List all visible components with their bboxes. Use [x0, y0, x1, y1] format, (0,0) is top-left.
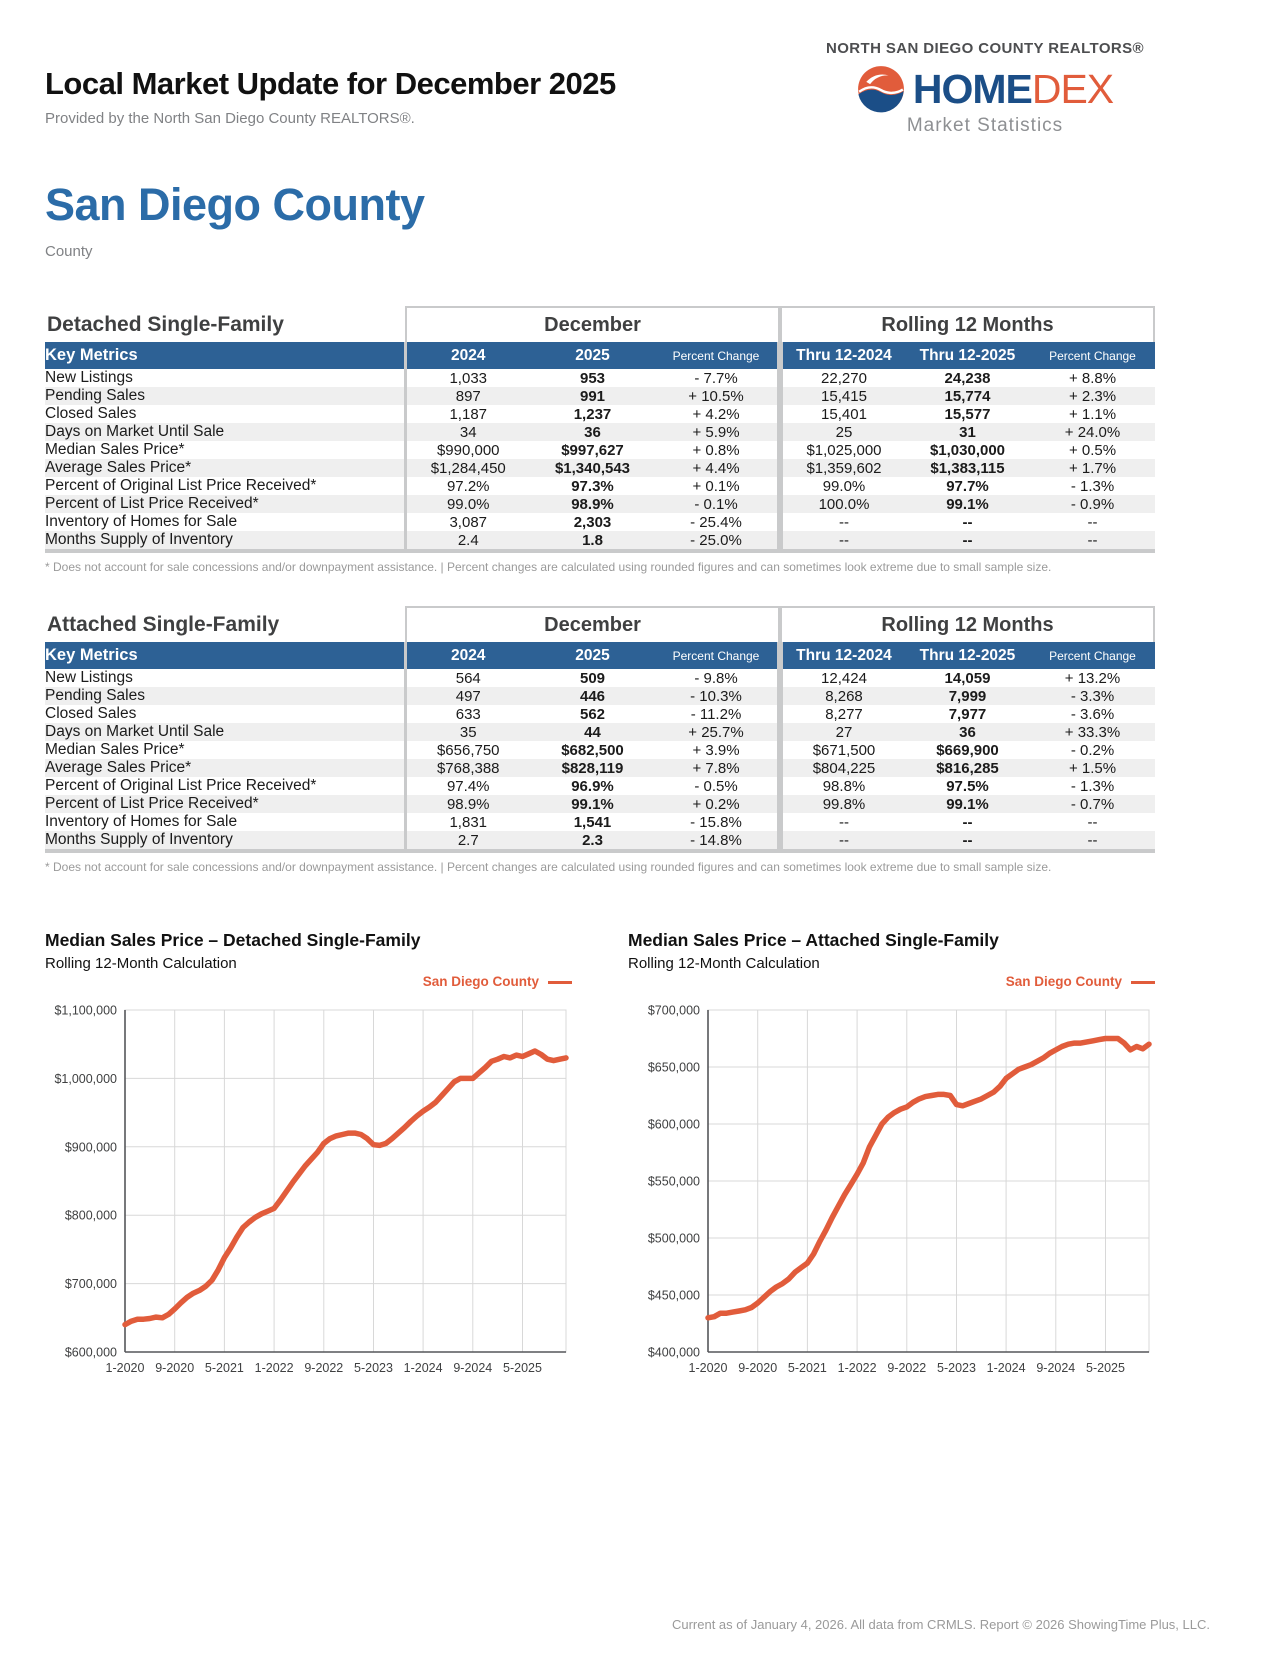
metric-value: $768,388 — [405, 759, 530, 777]
table-row — [45, 831, 1155, 851]
y-axis-tick-label: $600,000 — [647, 1117, 700, 1132]
metric-value: - 25.0% — [655, 531, 780, 551]
metric-value: $804,225 — [780, 759, 905, 777]
column-header: Thru 12-2024 — [780, 342, 905, 369]
metric-label: Median Sales Price* — [45, 441, 185, 458]
metric-value: 2,303 — [573, 513, 612, 531]
metric-value: 99.1% — [905, 495, 1030, 513]
metric-value: 35 — [405, 723, 530, 741]
metric-value: -- — [905, 831, 1030, 851]
column-header: Key Metrics — [45, 642, 405, 669]
metric-value: - 0.5% — [694, 777, 738, 795]
metric-value: $1,284,450 — [405, 459, 530, 477]
metric-value: 100.0% — [780, 495, 905, 513]
metric-value: + 7.8% — [655, 759, 780, 777]
report-footer: Current as of January 4, 2026. All data from CRMLS. Report © 2026 ShowingTime Plus, LLC. — [671, 1617, 1210, 1632]
metric-value: 15,577 — [944, 405, 991, 423]
metric-value: 31 — [905, 423, 1030, 441]
metric-value: 3,087 — [405, 513, 530, 531]
metric-value: 897 — [405, 387, 530, 405]
metric-value: 12,424 — [780, 669, 905, 687]
y-axis-tick-label: $800,000 — [64, 1208, 117, 1223]
metric-value: -- — [780, 513, 905, 531]
table-row — [45, 459, 1155, 477]
metric-value: 98.8% — [780, 777, 905, 795]
metric-label: Inventory of Homes for Sale — [45, 513, 238, 530]
table-row — [45, 705, 1155, 723]
metric-value: 27 — [780, 723, 905, 741]
x-axis-tick-label: 5-2025 — [1086, 1361, 1125, 1375]
metric-label: Inventory of Homes for Sale — [45, 813, 238, 830]
table-title: Attached Single-Family — [47, 613, 280, 636]
chart-title: Median Sales Price – Attached Single-Family — [628, 930, 999, 950]
metric-value: 97.2% — [405, 477, 530, 495]
metric-value: 24,238 — [944, 369, 991, 387]
metric-value: + 0.8% — [692, 441, 740, 459]
metric-label: Percent of Original List Price Received* — [45, 477, 317, 494]
metric-label: Median Sales Price* — [45, 741, 185, 758]
table-row — [45, 723, 1155, 741]
metric-label: Days on Market Until Sale — [45, 423, 405, 441]
metric-value: $1,030,000 — [929, 441, 1006, 459]
metric-value: 99.0% — [405, 495, 530, 513]
table-footnote: * Does not account for sale concessions and/or downpayment assistance. | Percent changes are calculated using rounded figures and can sometimes look extreme due to small sample size. — [45, 860, 1052, 874]
metric-value: + 8.8% — [1068, 369, 1117, 387]
metric-value: 96.9% — [571, 777, 614, 795]
price-line-series — [708, 1039, 1149, 1318]
table-section-detached — [45, 306, 1155, 574]
metric-label: Percent of Original List Price Received* — [45, 777, 317, 794]
metric-value: 1,541 — [573, 813, 612, 831]
rolling-header: Rolling 12 Months — [780, 606, 1155, 642]
table-section-header — [45, 606, 1155, 642]
table-row — [45, 741, 1155, 759]
metric-value: 22,270 — [780, 369, 905, 387]
metric-value: 446 — [530, 687, 655, 705]
metric-value: + 1.1% — [1068, 405, 1117, 423]
column-header: 2024 — [405, 342, 530, 369]
period-header: December — [405, 606, 780, 642]
table-header-row — [45, 642, 1155, 669]
metric-value: - 0.7% — [1030, 795, 1155, 813]
metric-value: - 3.3% — [1030, 687, 1155, 705]
metric-value: + 0.5% — [1068, 441, 1117, 459]
metric-value: 509 — [579, 669, 606, 687]
metric-value: 97.7% — [946, 477, 989, 495]
column-header: 2025 — [530, 342, 655, 369]
metric-value: -- — [1087, 513, 1098, 531]
metric-value: 953 — [579, 369, 606, 387]
x-axis-tick-label: 5-2021 — [204, 1361, 244, 1375]
metric-value: - 11.2% — [690, 705, 742, 723]
metric-value: 34 — [405, 423, 530, 441]
metric-value: + 0.2% — [655, 795, 780, 813]
metric-value: $656,750 — [405, 741, 530, 759]
brand-tagline: Market Statistics — [906, 115, 1064, 136]
table-row — [45, 513, 1155, 531]
table-row — [45, 777, 1155, 795]
metric-value: + 4.2% — [692, 405, 740, 423]
chart-detached — [45, 930, 572, 1403]
y-axis-tick-label: $1,000,000 — [54, 1071, 117, 1086]
metric-value: -- — [780, 813, 905, 831]
table-header-row — [45, 342, 1155, 369]
metric-value: -- — [780, 831, 905, 851]
x-axis-tick-label: 5-2023 — [937, 1361, 976, 1375]
metric-label: Days on Market Until Sale — [45, 723, 405, 741]
metric-value: $671,500 — [780, 741, 905, 759]
metric-value: 564 — [405, 669, 530, 687]
x-axis-tick-label: 9-2024 — [453, 1361, 493, 1375]
metric-value: + 2.3% — [1030, 387, 1155, 405]
y-axis-tick-label: $700,000 — [647, 1003, 700, 1018]
metric-value: 44 — [530, 723, 655, 741]
chart-attached — [628, 930, 1155, 1403]
metric-value: - 9.8% — [694, 669, 738, 687]
legend-line-swatch — [1131, 981, 1155, 984]
y-axis-tick-label: $400,000 — [647, 1345, 700, 1360]
metric-value: 99.1% — [530, 795, 655, 813]
y-axis-tick-label: $900,000 — [64, 1140, 117, 1155]
metric-label: Pending Sales — [45, 687, 405, 705]
metric-value: -- — [1030, 831, 1155, 851]
table-title: Detached Single-Family — [47, 313, 284, 336]
metric-value: + 33.3% — [1030, 723, 1155, 741]
plot-border — [125, 1010, 566, 1352]
metric-value: + 13.2% — [1064, 669, 1121, 687]
metric-label: Percent of List Price Received* — [45, 795, 405, 813]
metric-value: 7,999 — [905, 687, 1030, 705]
metric-value: + 1.7% — [1030, 459, 1155, 477]
metric-value: $682,500 — [561, 741, 624, 759]
metric-value: + 5.9% — [655, 423, 780, 441]
metric-value: - 25.4% — [690, 513, 742, 531]
table-row — [45, 387, 1155, 405]
metric-value: - 0.9% — [1030, 495, 1155, 513]
x-axis-tick-label: 9-2024 — [1036, 1361, 1076, 1375]
metric-value: $816,285 — [905, 759, 1030, 777]
chart-legend — [628, 974, 1155, 994]
y-axis-tick-label: $500,000 — [647, 1231, 700, 1246]
column-header: Percent Change — [1030, 642, 1155, 669]
column-header: Thru 12-2025 — [905, 642, 1030, 669]
metric-value: 97.5% — [946, 777, 989, 795]
x-axis-tick-label: 5-2023 — [354, 1361, 393, 1375]
period-header: December — [405, 306, 780, 342]
metric-value: 99.8% — [780, 795, 905, 813]
column-header: Key Metrics — [45, 342, 405, 369]
report-title: Local Market Update for December 2025 — [45, 66, 616, 101]
y-axis-tick-label: $650,000 — [647, 1060, 700, 1075]
metric-value: $1,383,115 — [905, 459, 1030, 477]
table-row — [45, 687, 1155, 705]
table-row — [45, 669, 1155, 687]
metric-value: -- — [962, 513, 973, 531]
metric-value: - 1.3% — [1070, 477, 1115, 495]
chart-subtitle: Rolling 12-Month Calculation — [628, 955, 820, 972]
line-chart — [45, 998, 572, 1398]
metric-value: -- — [780, 531, 905, 551]
metric-value: + 25.7% — [655, 723, 780, 741]
metric-value: 97.4% — [405, 777, 530, 795]
table-footnote: * Does not account for sale concessions and/or downpayment assistance. | Percent changes are calculated using rounded figures and can sometimes look extreme due to small sample size. — [45, 560, 1052, 574]
metric-value: 97.3% — [571, 477, 614, 495]
metric-label: Average Sales Price* — [45, 459, 405, 477]
metric-label: Closed Sales — [45, 405, 137, 422]
x-axis-tick-label: 9-2022 — [304, 1361, 344, 1375]
metric-value: - 0.1% — [655, 495, 780, 513]
column-header: 2025 — [530, 642, 655, 669]
metric-value: $990,000 — [405, 441, 530, 459]
brand-dex-text: DEX — [1031, 65, 1114, 112]
x-axis-tick-label: 1-2020 — [688, 1361, 728, 1375]
key-metrics-table — [45, 642, 1155, 853]
brand-association-label: NORTH SAN DIEGO COUNTY REALTORS® — [825, 40, 1145, 57]
table-row — [45, 369, 1155, 387]
line-chart — [628, 998, 1155, 1398]
column-header: 2024 — [405, 642, 530, 669]
table-row — [45, 405, 1155, 423]
region-block — [45, 179, 1155, 260]
metric-value: + 1.5% — [1030, 759, 1155, 777]
table-row — [45, 795, 1155, 813]
x-axis-tick-label: 9-2022 — [887, 1361, 927, 1375]
table-row — [45, 813, 1155, 831]
metric-value: - 10.3% — [655, 687, 780, 705]
metric-value: $1,359,602 — [780, 459, 905, 477]
metric-value: + 4.4% — [655, 459, 780, 477]
x-axis-tick-label: 1-2024 — [403, 1361, 443, 1375]
x-axis-tick-label: 9-2020 — [738, 1361, 778, 1375]
table-row — [45, 495, 1155, 513]
report-subtitle: Provided by the North San Diego County REALTORS®. — [45, 110, 415, 127]
metric-label: New Listings — [45, 369, 133, 386]
metric-value: $1,340,543 — [530, 459, 655, 477]
metric-value: - 15.8% — [690, 813, 742, 831]
y-axis-tick-label: $600,000 — [64, 1345, 117, 1360]
y-axis-tick-label: $450,000 — [647, 1288, 700, 1303]
x-axis-tick-label: 9-2020 — [155, 1361, 195, 1375]
metric-value: + 24.0% — [1030, 423, 1155, 441]
legend-line-swatch — [548, 981, 572, 984]
metric-value: 1.8 — [530, 531, 655, 551]
chart-title: Median Sales Price – Detached Single-Family — [45, 930, 421, 950]
metric-value: - 14.8% — [655, 831, 780, 851]
report-header — [45, 0, 1155, 137]
metric-value: -- — [962, 813, 973, 831]
y-axis-tick-label: $1,100,000 — [54, 1003, 117, 1018]
column-header: Thru 12-2025 — [905, 342, 1030, 369]
metric-value: $997,627 — [561, 441, 624, 459]
metric-value: 633 — [405, 705, 530, 723]
key-metrics-table — [45, 342, 1155, 553]
metric-value: $1,025,000 — [780, 441, 905, 459]
metric-label: New Listings — [45, 669, 133, 686]
table-row — [45, 441, 1155, 459]
metric-value: 98.9% — [405, 795, 530, 813]
metric-label: Percent of List Price Received* — [45, 495, 405, 513]
metric-value: 2.3 — [530, 831, 655, 851]
metric-value: 497 — [405, 687, 530, 705]
metric-value: 99.0% — [780, 477, 905, 495]
metric-value: + 10.5% — [655, 387, 780, 405]
x-axis-tick-label: 5-2025 — [503, 1361, 542, 1375]
metric-label: Months Supply of Inventory — [45, 831, 405, 851]
region-type: County — [45, 243, 93, 260]
chart-legend — [45, 974, 572, 994]
y-axis-tick-label: $700,000 — [64, 1277, 117, 1292]
metric-value: 7,977 — [948, 705, 987, 723]
metric-label: Average Sales Price* — [45, 759, 405, 777]
metric-value: -- — [1087, 813, 1098, 831]
metric-value: 99.1% — [905, 795, 1030, 813]
column-header: Percent Change — [1030, 342, 1155, 369]
metric-value: 98.9% — [530, 495, 655, 513]
metric-value: 1,187 — [405, 405, 530, 423]
metric-value: $669,900 — [936, 741, 999, 759]
metric-value: + 3.9% — [692, 741, 740, 759]
region-name: San Diego County — [45, 179, 425, 230]
metric-value: 36 — [530, 423, 655, 441]
metric-value: 36 — [905, 723, 1030, 741]
table-section-attached — [45, 606, 1155, 874]
metric-value: - 3.6% — [1070, 705, 1115, 723]
column-header: Percent Change — [655, 642, 780, 669]
metric-value: 14,059 — [944, 669, 991, 687]
brand-home-text: HOME — [912, 65, 1032, 112]
metric-label: Pending Sales — [45, 387, 405, 405]
legend-label: San Diego County — [1005, 974, 1122, 989]
metric-value: 1,237 — [573, 405, 612, 423]
column-header: Percent Change — [655, 342, 780, 369]
metric-label: Closed Sales — [45, 705, 137, 722]
metric-value: 25 — [780, 423, 905, 441]
metric-value: 15,774 — [905, 387, 1030, 405]
table-row — [45, 759, 1155, 777]
homedex-logo-icon — [857, 65, 905, 113]
x-axis-tick-label: 1-2022 — [837, 1361, 877, 1375]
charts-row — [45, 930, 1155, 1403]
metric-value: 991 — [530, 387, 655, 405]
metric-value: 562 — [579, 705, 606, 723]
metric-value: - 1.3% — [1070, 777, 1115, 795]
metric-value: - 7.7% — [694, 369, 738, 387]
metric-value: $828,119 — [530, 759, 655, 777]
table-row — [45, 423, 1155, 441]
chart-subtitle: Rolling 12-Month Calculation — [45, 955, 237, 972]
table-row — [45, 531, 1155, 551]
metric-value: 2.7 — [405, 831, 530, 851]
metric-label: Months Supply of Inventory — [45, 531, 405, 551]
metric-value: 15,401 — [780, 405, 905, 423]
x-axis-tick-label: 1-2024 — [986, 1361, 1026, 1375]
table-row — [45, 477, 1155, 495]
y-axis-tick-label: $550,000 — [647, 1174, 700, 1189]
legend-label: San Diego County — [422, 974, 539, 989]
x-axis-tick-label: 1-2022 — [254, 1361, 294, 1375]
brand-logo — [815, 40, 1155, 137]
metric-value: + 0.1% — [692, 477, 740, 495]
metric-value: 1,831 — [405, 813, 530, 831]
x-axis-tick-label: 1-2020 — [105, 1361, 145, 1375]
metric-value: 2.4 — [405, 531, 530, 551]
metric-value: 8,277 — [780, 705, 905, 723]
metric-value: 15,415 — [780, 387, 905, 405]
rolling-header: Rolling 12 Months — [780, 306, 1155, 342]
column-header: Thru 12-2024 — [780, 642, 905, 669]
table-section-header — [45, 306, 1155, 342]
metric-value: - 0.2% — [1070, 741, 1115, 759]
metric-value: -- — [905, 531, 1030, 551]
tables — [45, 306, 1155, 874]
metric-value: 8,268 — [780, 687, 905, 705]
metric-value: 1,033 — [405, 369, 530, 387]
metric-value: -- — [1030, 531, 1155, 551]
x-axis-tick-label: 5-2021 — [787, 1361, 827, 1375]
